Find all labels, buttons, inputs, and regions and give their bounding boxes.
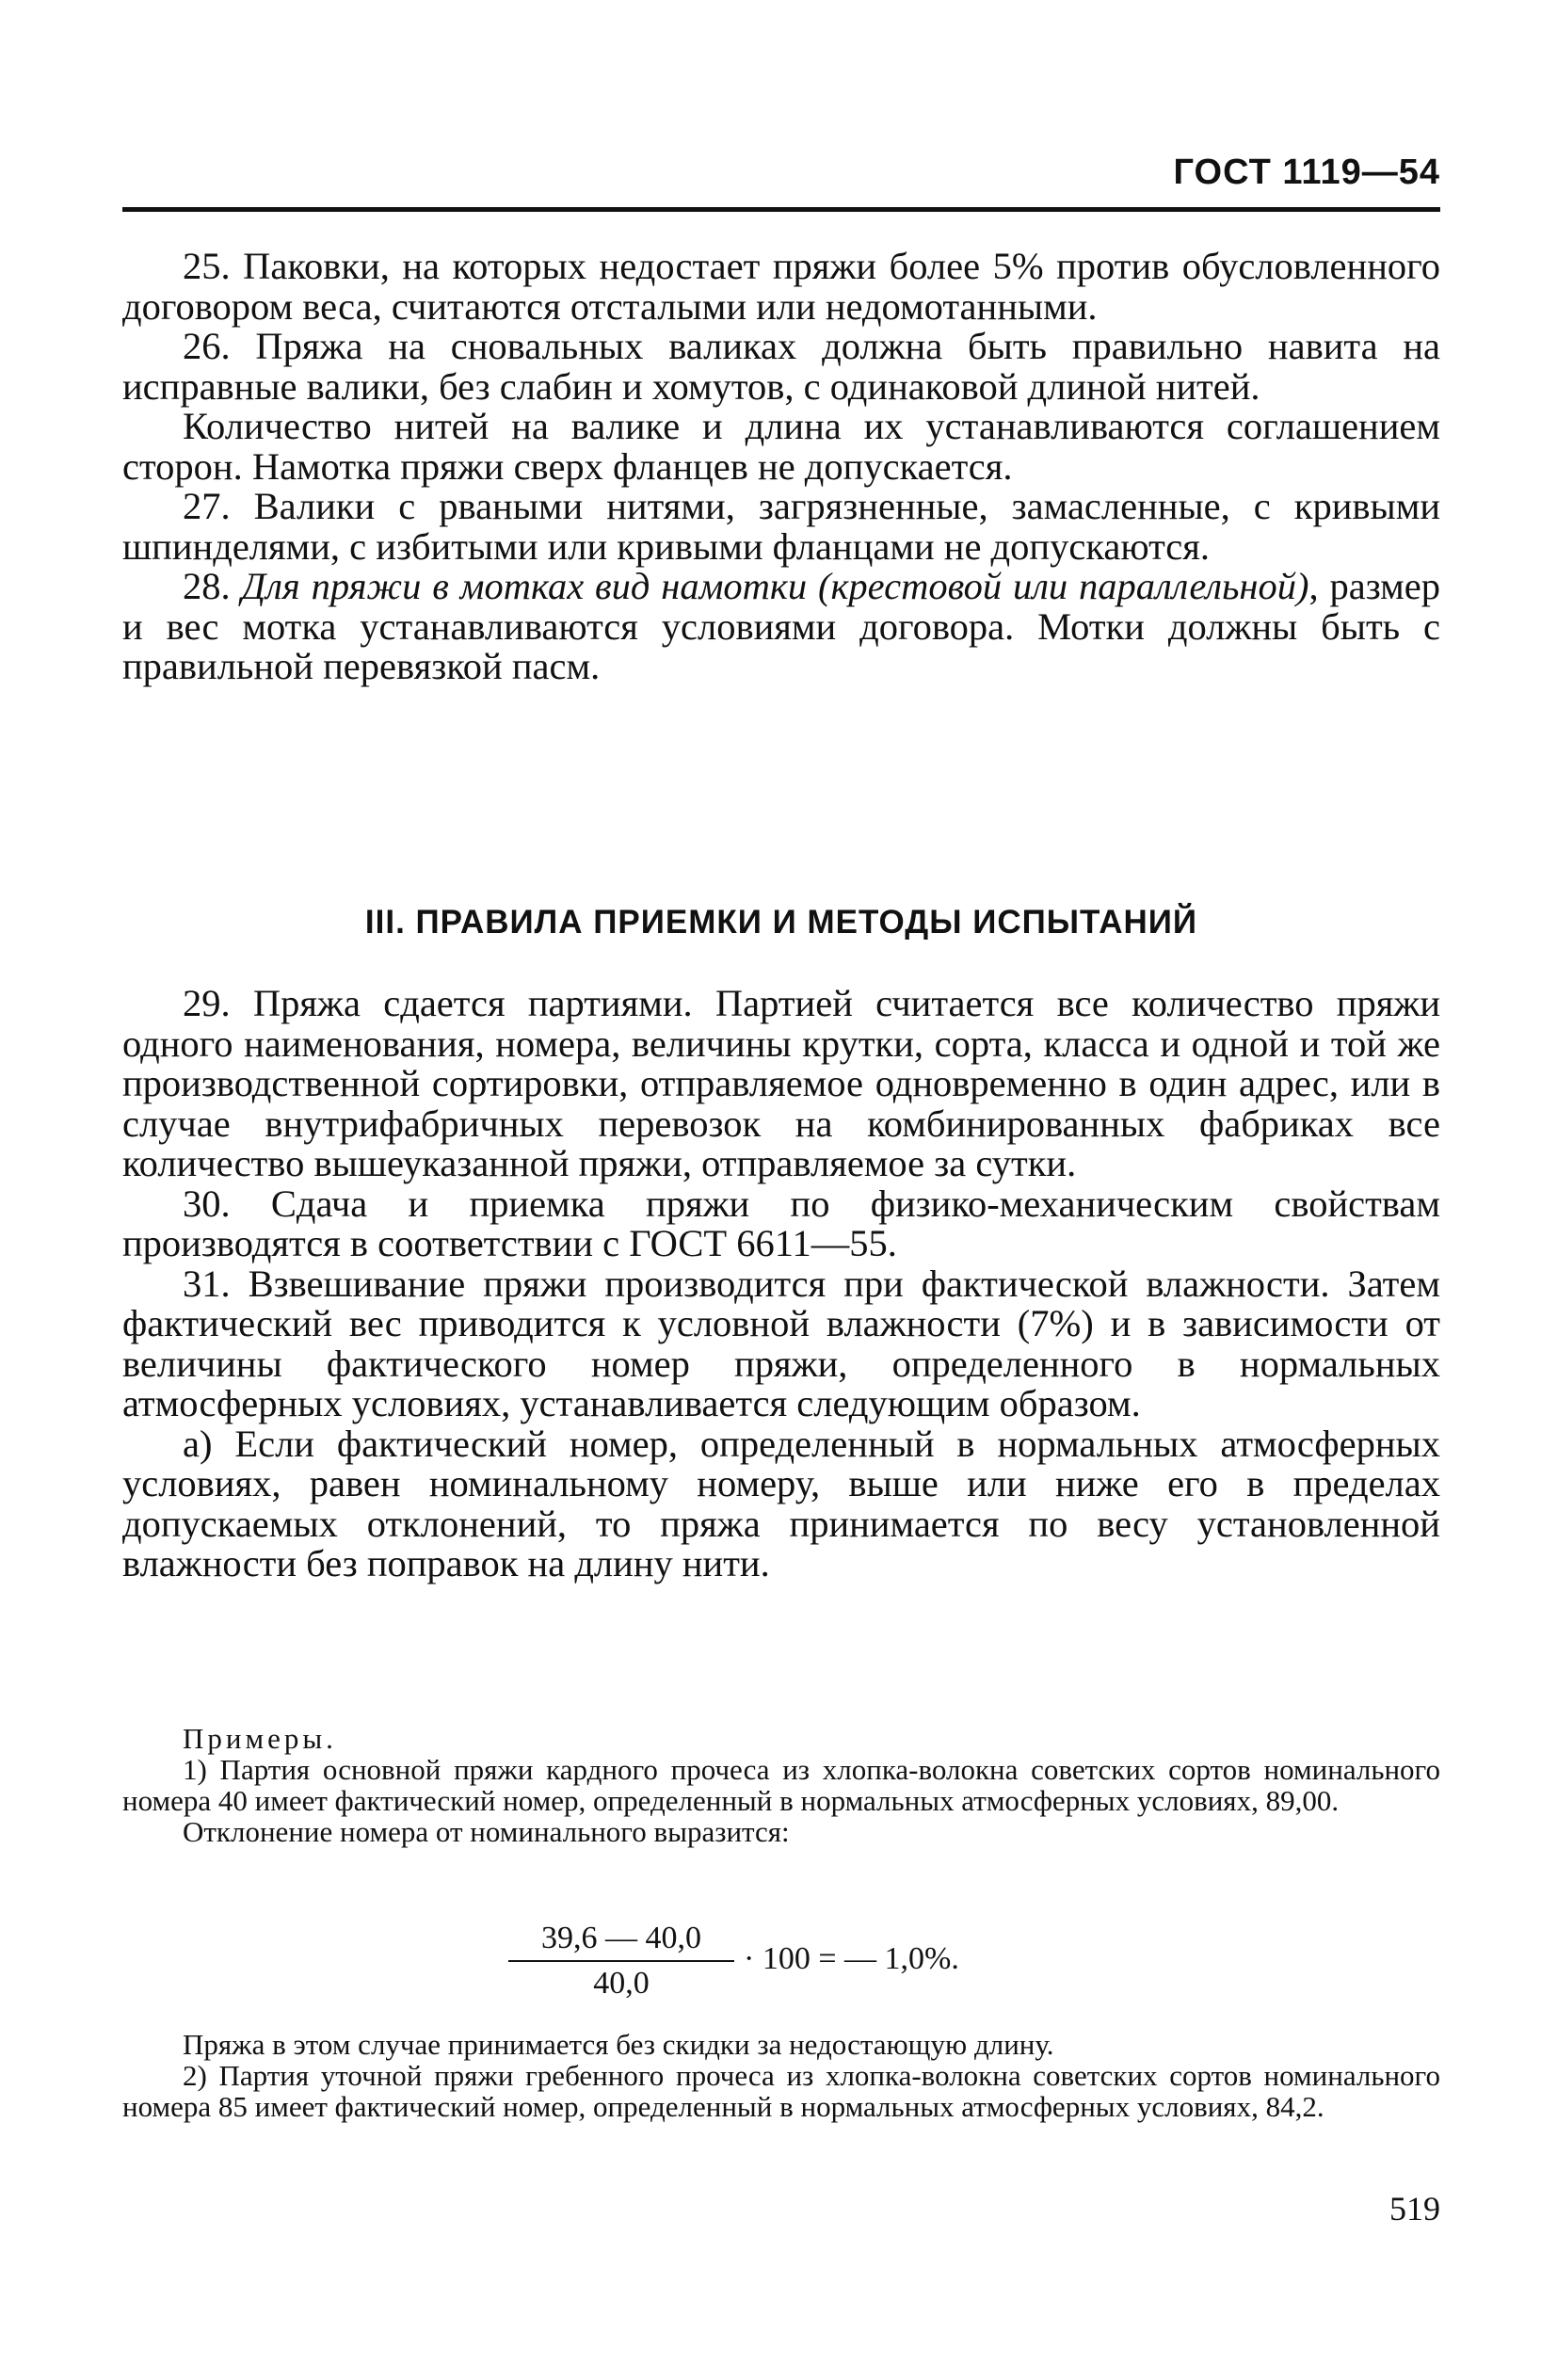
paragraph-26-continued: Количество нитей на валике и длина их устанавливаются соглашением сторон. Намотка пряжи сверх фланцев не допускается.	[122, 405, 1440, 488]
paragraph-28-italic: Для пряжи в мотках вид намотки (крестовой или параллельной)	[241, 565, 1309, 607]
examples-block-continued	[122, 2029, 1440, 2122]
paragraph-28	[122, 567, 1440, 687]
deviation-intro: Отклонение номера от номинального выразится:	[183, 1815, 790, 1848]
formula-numerator: 39,6 — 40,0	[541, 1921, 701, 1955]
section-3-body	[122, 984, 1440, 1584]
formula-rest: · 100 = — 1,0%.	[744, 1941, 959, 1976]
section-3-title: III. ПРАВИЛА ПРИЕМКИ И МЕТОДЫ ИСПЫТАНИЙ	[364, 904, 1198, 941]
page-number: 519	[1389, 2190, 1440, 2227]
paragraph-30: 30. Сдача и приемка пряжи по физико-механическим свойствам производятся в соответствии с ГОСТ 6611—55.	[122, 1182, 1440, 1264]
fraction-bar	[508, 1960, 734, 1962]
example-2: 2) Партия уточной пряжи гребенного прочеса из хлопка-волокна советских сортов номинального номера 85 имеет фактический номер, определенный в нормальных атмосферных условиях, 84,2.	[122, 2059, 1440, 2123]
paragraph-27: 27. Валики с рваными нитями, загрязненные, замасленные, с кривыми шпинделями, с избитыми или кривыми фланцами не допускаются.	[122, 485, 1440, 568]
paragraph-28-number: 28.	[183, 565, 231, 607]
page-header-standard: ГОСТ 1119—54	[1173, 153, 1440, 192]
examples-heading: Примеры.	[183, 1722, 337, 1755]
formula-fraction	[508, 1921, 734, 2002]
examples-block	[122, 1723, 1440, 1847]
formula-denominator: 40,0	[593, 1966, 650, 2001]
example-1: 1) Партия основной пряжи кардного прочеса из хлопка-волокна советских сортов номинального номера 40 имеет фактический номер, определенный в нормальных атмосферных условиях, 89,00.	[122, 1753, 1440, 1817]
header-rule	[122, 207, 1440, 212]
paragraph-25: 25. Паковки, на которых недостает пряжи более 5% против обусловленного договором веса, считаются отсталыми или недомотанными.	[122, 245, 1440, 328]
section-2-tail	[122, 247, 1440, 687]
paragraph-31a: а) Если фактический номер, определенный в нормальных атмосферных условиях, равен номинальному номеру, выше или ниже его в пределах допускаемых отклонений, то пряжа принимается по весу установленной влажности без поправок на длину нити.	[122, 1422, 1440, 1584]
paragraph-28-rest: , размер и вес мотка устанавливаются условиями договора. Мотки должны быть с правильной перевязкой пасм.	[122, 565, 1440, 687]
deviation-formula	[508, 1921, 1261, 2024]
paragraph-26: 26. Пряжа на сновальных валиках должна быть правильно навита на исправные валики, без слабин и хомутов, с одинаковой длиной нитей.	[122, 325, 1440, 408]
example-1-result: Пряжа в этом случае принимается без скидки за недостающую длину.	[183, 2028, 1054, 2061]
paragraph-29: 29. Пряжа сдается партиями. Партией считается все количество пряжи одного наименования, номера, величины крутки, сорта, класса и одной и той же производственной сортировки, отправляемое одновременно в один адрес, или в случае внутрифабричных перевозок на комбинированных фабриках все количество вышеуказанной пряжи, отправляемое за сутки.	[122, 982, 1440, 1184]
paragraph-31: 31. Взвешивание пряжи производится при фактической влажности. Затем фактический вес приводится к условной влажности (7%) и в зависимости от величины фактического номер пряжи, определенного в нормальных атмосферных условиях, устанавливается следующим образом.	[122, 1262, 1440, 1424]
